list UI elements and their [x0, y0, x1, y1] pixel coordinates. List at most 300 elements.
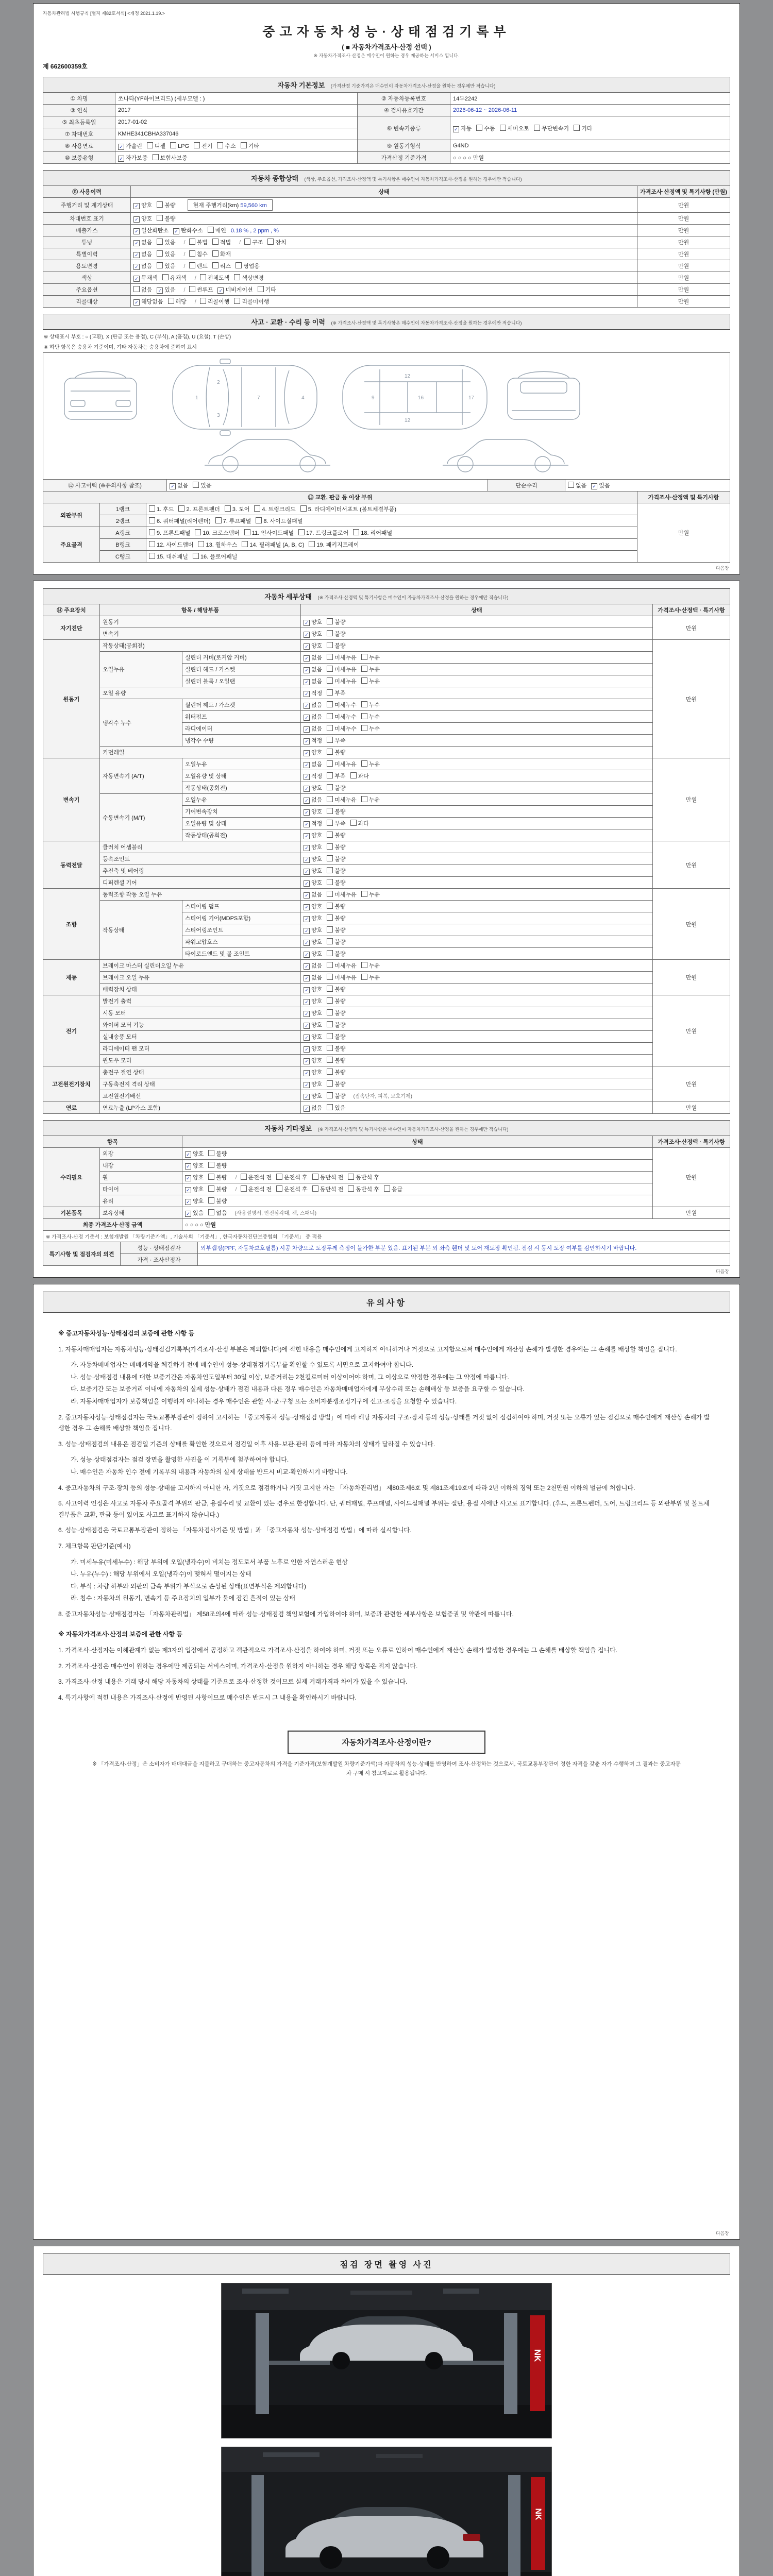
option-label: LPG — [178, 143, 190, 149]
checkbox[interactable] — [189, 286, 195, 292]
td — [301, 782, 653, 794]
accident-history-options — [167, 480, 488, 492]
checkbox[interactable]: ✓ — [304, 833, 310, 839]
checkbox[interactable] — [149, 529, 155, 535]
tr — [43, 116, 730, 128]
checkbox[interactable]: ✓ — [185, 1187, 191, 1193]
checkbox[interactable] — [208, 1209, 214, 1215]
checkbox[interactable] — [267, 239, 274, 245]
checkbox[interactable] — [258, 286, 264, 292]
checkbox[interactable]: ✓ — [304, 1058, 310, 1064]
check-option — [361, 665, 380, 673]
path — [223, 369, 229, 425]
option-label: 적정 — [311, 690, 323, 697]
rect — [222, 2447, 551, 2472]
check-option — [348, 1185, 379, 1193]
checkbox[interactable]: ✓ — [304, 655, 310, 662]
checkbox[interactable] — [361, 760, 367, 767]
vehicle-name: 쏘나타(YF하이브리드) (세부모델 : ) — [115, 93, 358, 105]
detail-condition-table — [43, 604, 730, 1114]
rect — [350, 2291, 412, 2295]
checkbox[interactable] — [327, 855, 333, 861]
checkbox[interactable]: ✓ — [304, 809, 310, 816]
check-option — [244, 238, 263, 246]
checkbox[interactable] — [327, 808, 333, 814]
option-label: 불량 — [334, 833, 346, 839]
checkbox[interactable] — [157, 250, 163, 257]
check-option — [327, 795, 357, 804]
misc-row — [43, 1160, 730, 1172]
checkbox[interactable]: ✓ — [304, 904, 310, 910]
td — [301, 912, 653, 924]
checkbox[interactable] — [198, 541, 204, 547]
option-label: 있음 — [599, 483, 610, 489]
checkbox[interactable]: ✓ — [304, 916, 310, 922]
option-label: 전체도색 — [207, 275, 230, 281]
checkbox[interactable]: ✓ — [304, 1046, 310, 1053]
td: 만원 — [637, 503, 730, 563]
checkbox[interactable]: ✓ — [304, 1035, 310, 1041]
check-option — [327, 618, 345, 626]
checkbox[interactable] — [189, 250, 195, 257]
section-band-detail — [43, 588, 730, 604]
checkbox[interactable]: ✓ — [118, 144, 124, 150]
checkbox[interactable] — [327, 820, 333, 826]
checkbox[interactable] — [327, 1104, 333, 1110]
simple-repair-options — [565, 480, 730, 492]
checkbox[interactable]: ✓ — [304, 620, 310, 626]
checkbox[interactable] — [195, 529, 201, 535]
td: 스티어링 펌프 — [182, 901, 301, 912]
checkbox[interactable]: ✓ — [185, 1163, 191, 1170]
checkbox[interactable] — [327, 962, 333, 968]
checkbox[interactable] — [217, 142, 223, 148]
tbody — [43, 198, 730, 308]
checkbox[interactable]: ✓ — [304, 738, 310, 744]
checkbox[interactable]: ✓ — [304, 1011, 310, 1017]
checkbox[interactable] — [353, 529, 359, 535]
checkbox[interactable] — [236, 262, 242, 268]
option-label: 2. 프론트펜더 — [186, 506, 220, 513]
checkbox[interactable] — [361, 701, 367, 707]
checkbox[interactable] — [241, 1185, 247, 1192]
checkbox[interactable]: ✓ — [133, 240, 140, 246]
checkbox[interactable]: ✓ — [133, 228, 140, 234]
td: 만원 — [637, 225, 730, 236]
check-option — [327, 855, 345, 863]
checkbox[interactable]: ✓ — [157, 287, 163, 294]
circle — [535, 456, 550, 472]
checkbox[interactable] — [327, 737, 333, 743]
td: 주행거리 및 계기상태 — [43, 198, 131, 213]
checkbox[interactable] — [568, 482, 574, 488]
td: 기본품목 — [43, 1207, 100, 1219]
detail-row — [43, 1019, 730, 1031]
checkbox[interactable] — [193, 482, 199, 488]
checkbox[interactable] — [244, 529, 250, 535]
checkbox[interactable] — [133, 286, 140, 292]
checkbox[interactable]: ✓ — [185, 1211, 191, 1217]
checkbox[interactable] — [327, 677, 333, 684]
check-option — [208, 226, 226, 234]
checkbox[interactable] — [534, 125, 540, 131]
checkbox[interactable]: ✓ — [133, 252, 140, 258]
checkbox[interactable] — [170, 142, 176, 148]
checkbox[interactable] — [327, 1092, 333, 1098]
checkbox[interactable] — [348, 1185, 354, 1192]
checkbox[interactable] — [327, 689, 333, 696]
td: 만원 — [653, 1102, 730, 1114]
td — [301, 723, 653, 735]
tr — [43, 1219, 730, 1231]
checkbox[interactable] — [193, 553, 199, 559]
checkbox[interactable]: ✓ — [133, 299, 140, 306]
td: 충전구 절연 상태 — [100, 1066, 301, 1078]
rect — [443, 2361, 504, 2365]
checkbox[interactable] — [254, 505, 260, 512]
checkbox[interactable]: ✓ — [304, 869, 310, 875]
checkbox[interactable]: ✓ — [304, 940, 310, 946]
section-band-misc — [43, 1120, 730, 1136]
checkbox[interactable]: ✓ — [304, 703, 310, 709]
checkbox[interactable] — [147, 142, 153, 148]
td — [146, 503, 637, 515]
checkbox[interactable] — [327, 974, 333, 980]
checkbox[interactable] — [327, 666, 333, 672]
checkbox[interactable] — [327, 914, 333, 921]
checkbox[interactable] — [168, 298, 174, 304]
detail-row — [43, 1055, 730, 1066]
checkbox[interactable] — [361, 962, 367, 968]
option-label: 기타 — [248, 143, 259, 149]
detail-row — [43, 794, 730, 806]
checkbox[interactable]: ✓ — [304, 845, 310, 851]
checkbox[interactable] — [276, 1185, 282, 1192]
document-number: 제 662600359호 — [43, 63, 88, 70]
checkbox[interactable]: ✓ — [304, 691, 310, 697]
checkbox[interactable]: ✓ — [133, 203, 140, 209]
checkbox[interactable] — [149, 541, 155, 547]
detail-row — [43, 652, 730, 664]
checkbox[interactable] — [327, 1080, 333, 1087]
option-label: 양호 — [311, 844, 323, 851]
checkbox[interactable] — [327, 642, 333, 648]
checkbox[interactable] — [500, 125, 506, 131]
checkbox[interactable] — [244, 239, 250, 245]
checkbox[interactable] — [149, 553, 155, 559]
checkbox[interactable] — [242, 541, 248, 547]
checkbox[interactable] — [327, 843, 333, 850]
checkbox[interactable]: ✓ — [304, 632, 310, 638]
checkbox[interactable] — [327, 832, 333, 838]
check-option — [200, 274, 230, 282]
checkbox[interactable] — [162, 274, 169, 280]
checkbox[interactable]: ✓ — [304, 952, 310, 958]
checkbox[interactable] — [327, 1021, 333, 1027]
checkbox[interactable]: ✓ — [304, 821, 310, 827]
option-label: 불량 — [334, 880, 346, 886]
checkbox[interactable] — [312, 1185, 318, 1192]
checkbox[interactable]: ✓ — [304, 928, 310, 934]
inspector-role: 성능 · 상태점검자 — [121, 1242, 198, 1254]
checkbox[interactable] — [327, 772, 333, 778]
checkbox[interactable] — [327, 701, 333, 707]
checkbox[interactable] — [208, 1185, 214, 1192]
td: 배출가스 — [43, 225, 131, 236]
checkbox[interactable] — [327, 630, 333, 636]
td: 만원 — [653, 841, 730, 889]
checkbox[interactable] — [327, 725, 333, 731]
checkbox[interactable] — [574, 125, 580, 131]
check-option — [241, 142, 259, 150]
check-option — [267, 238, 286, 246]
checkbox[interactable] — [149, 505, 155, 512]
checkbox[interactable]: ✓ — [304, 726, 310, 733]
checkbox[interactable] — [361, 677, 367, 684]
check-option — [304, 1092, 322, 1100]
checkbox[interactable] — [225, 505, 231, 512]
checkbox[interactable]: ✓ — [185, 1175, 191, 1181]
checkbox[interactable] — [300, 505, 307, 512]
td — [182, 1160, 653, 1172]
checkbox[interactable] — [327, 1069, 333, 1075]
checkbox[interactable] — [327, 950, 333, 956]
checkbox[interactable]: ✓ — [304, 963, 310, 970]
option-label: 리콜이행 — [207, 299, 230, 305]
check-option — [574, 124, 592, 132]
check-option — [304, 961, 322, 970]
checkbox[interactable] — [208, 1162, 214, 1168]
option-label: 과다 — [358, 773, 369, 779]
checkbox[interactable] — [327, 1033, 333, 1039]
checkbox[interactable]: ✓ — [304, 1082, 310, 1088]
checkbox[interactable]: ✓ — [304, 999, 310, 1005]
checkbox[interactable] — [200, 298, 206, 304]
checkbox[interactable]: ✓ — [304, 1070, 310, 1076]
checkbox[interactable]: ✓ — [133, 216, 140, 223]
checkbox[interactable] — [153, 154, 159, 160]
checkbox[interactable]: ✓ — [185, 1151, 191, 1158]
td — [301, 995, 653, 1007]
checkbox[interactable]: ✓ — [217, 287, 224, 294]
checkbox[interactable] — [178, 505, 184, 512]
checkbox[interactable] — [350, 772, 357, 778]
checkbox[interactable] — [476, 125, 482, 131]
checkbox[interactable]: ✓ — [133, 276, 140, 282]
checkbox[interactable] — [361, 796, 367, 802]
check-option — [327, 1009, 345, 1017]
checkbox[interactable] — [350, 820, 357, 826]
check-option — [304, 1104, 322, 1112]
checkbox[interactable] — [327, 749, 333, 755]
checkbox[interactable]: ✓ — [170, 483, 176, 489]
checkbox[interactable] — [157, 201, 163, 208]
check-option — [304, 1021, 322, 1029]
checkbox[interactable]: ✓ — [304, 880, 310, 887]
span: / — [183, 263, 186, 269]
check-option — [256, 517, 303, 525]
checkbox[interactable]: ✓ — [304, 975, 310, 981]
checkbox[interactable]: ✓ — [304, 667, 310, 673]
checkbox[interactable] — [327, 903, 333, 909]
final-price-value: ○ ○ ○ ○ 만원 — [182, 1219, 730, 1231]
td — [301, 1007, 653, 1019]
checkbox[interactable]: ✓ — [304, 798, 310, 804]
checkbox[interactable] — [189, 239, 195, 245]
checkbox[interactable] — [327, 938, 333, 944]
checkbox[interactable] — [361, 666, 367, 672]
span: (사용설명서, 안전삼각대, 잭, 스패너) — [234, 1211, 317, 1216]
checkbox[interactable] — [327, 796, 333, 802]
checkbox[interactable]: ✓ — [304, 762, 310, 768]
checkbox[interactable]: ✓ — [453, 126, 459, 132]
td — [131, 272, 637, 284]
checkbox[interactable] — [157, 239, 163, 245]
checkbox[interactable]: ✓ — [185, 1199, 191, 1205]
checkbox[interactable] — [327, 654, 333, 660]
notice-item: 라. 침수 : 자동차의 원동기, 변속기 등 주요장치의 일부가 물에 잠긴 흔적이 있는 상태 — [71, 1595, 295, 1602]
checkbox[interactable] — [327, 784, 333, 790]
checkbox[interactable] — [208, 227, 214, 233]
checkbox[interactable] — [327, 867, 333, 873]
checkbox[interactable]: ✓ — [304, 892, 310, 899]
checkbox[interactable] — [312, 1174, 318, 1180]
check-option — [185, 1173, 204, 1181]
checkbox[interactable] — [157, 215, 163, 221]
section-title: 자동차 기본정보 — [277, 81, 325, 89]
checkbox[interactable] — [327, 1045, 333, 1051]
check-option — [304, 867, 322, 875]
check-option — [304, 855, 322, 863]
checkbox[interactable]: ✓ — [133, 264, 140, 270]
detail-row — [43, 1066, 730, 1078]
td — [301, 652, 653, 664]
check-option — [327, 653, 357, 662]
checkbox[interactable]: ✓ — [304, 857, 310, 863]
th: 상태 — [182, 1136, 653, 1148]
option-label: 없음 — [311, 892, 323, 898]
checkbox[interactable] — [327, 997, 333, 1004]
checkbox[interactable] — [215, 517, 222, 523]
tr — [43, 1242, 730, 1254]
checkbox[interactable]: ✓ — [304, 1023, 310, 1029]
checkbox[interactable] — [327, 891, 333, 897]
option-label: 미세누수 — [334, 702, 357, 708]
check-option — [193, 552, 237, 561]
checkbox[interactable] — [208, 1197, 214, 1204]
checkbox[interactable] — [327, 1009, 333, 1015]
checkbox[interactable]: ✓ — [304, 786, 310, 792]
checkbox[interactable]: ✓ — [304, 750, 310, 756]
checkbox[interactable] — [241, 1174, 247, 1180]
checkbox[interactable] — [327, 879, 333, 885]
engine-type: G4ND — [450, 140, 730, 152]
checkbox[interactable] — [327, 760, 333, 767]
checkbox[interactable]: ✓ — [173, 228, 179, 234]
checkbox[interactable] — [327, 986, 333, 992]
check-option — [258, 285, 276, 294]
option-label: 해당 — [175, 299, 187, 305]
option-label: 렌트 — [196, 263, 208, 269]
checkbox[interactable]: ✓ — [304, 1106, 310, 1112]
checkbox[interactable]: ✓ — [304, 679, 310, 685]
checkbox[interactable]: ✓ — [591, 483, 597, 489]
checkbox[interactable] — [200, 274, 206, 280]
option-label: 불량 — [334, 844, 346, 851]
checkbox[interactable] — [234, 298, 240, 304]
option-label: 없음 — [576, 483, 587, 489]
th: ⑪ 사용이력 — [43, 186, 131, 198]
vehicle-diagram — [43, 352, 730, 480]
checkbox[interactable] — [256, 517, 262, 523]
checkbox[interactable]: ✓ — [304, 643, 310, 650]
check-option — [361, 713, 380, 721]
checkbox[interactable] — [361, 713, 367, 719]
td: 만원 — [637, 272, 730, 284]
checkbox[interactable] — [361, 974, 367, 980]
checkbox[interactable] — [327, 618, 333, 624]
checkbox[interactable] — [208, 1150, 214, 1156]
checkbox[interactable] — [208, 1174, 214, 1180]
option-label: 불량 — [334, 785, 346, 791]
checkbox[interactable] — [327, 713, 333, 719]
checkbox[interactable] — [361, 654, 367, 660]
check-option — [361, 677, 380, 685]
check-option — [157, 238, 175, 246]
th: 가격조사·산정액 및 특기사항 — [637, 492, 730, 503]
checkbox[interactable] — [384, 1185, 390, 1192]
checkbox[interactable] — [212, 239, 219, 245]
checkbox[interactable] — [327, 926, 333, 933]
checkbox[interactable] — [361, 891, 367, 897]
checkbox[interactable] — [212, 262, 219, 268]
tr — [43, 152, 730, 164]
checkbox[interactable] — [241, 142, 247, 148]
checkbox[interactable] — [327, 1057, 333, 1063]
rect — [504, 2313, 517, 2414]
td: 오일누유 — [100, 652, 182, 687]
section-note: (색상, 주요옵션, 가격조사·산정액 및 특기사항은 매수인이 자동차가격조사·산정을 원하는 경우에만 적습니다) — [304, 177, 522, 182]
tr — [43, 1136, 730, 1148]
checkbox[interactable] — [212, 250, 219, 257]
checkbox[interactable]: ✓ — [304, 1094, 310, 1100]
checkbox[interactable] — [234, 274, 240, 280]
check-option — [133, 214, 152, 223]
checkbox[interactable] — [149, 517, 155, 523]
checkbox[interactable] — [298, 529, 305, 535]
checkbox[interactable] — [276, 1174, 282, 1180]
photos-band: 점검 장면 촬영 사진 — [43, 2253, 730, 2275]
option-label: 없음 — [311, 963, 323, 969]
checkbox[interactable] — [361, 725, 367, 731]
check-option — [591, 481, 610, 489]
checkbox[interactable] — [348, 1174, 354, 1180]
checkbox[interactable] — [157, 262, 163, 268]
checkbox[interactable]: ✓ — [118, 156, 124, 162]
option-label: 무단변속기 — [542, 125, 569, 132]
check-option — [304, 701, 322, 709]
checkbox[interactable] — [194, 142, 200, 148]
tbody — [43, 1219, 730, 1242]
check-option — [185, 1149, 204, 1158]
option-label: 부족 — [334, 690, 346, 697]
checkbox[interactable]: ✓ — [304, 774, 310, 780]
checkbox[interactable]: ✓ — [304, 715, 310, 721]
checkbox[interactable] — [309, 541, 315, 547]
checkbox[interactable] — [189, 262, 195, 268]
td: 디퍼렌셜 기어 — [100, 877, 301, 889]
checkbox[interactable]: ✓ — [304, 987, 310, 993]
